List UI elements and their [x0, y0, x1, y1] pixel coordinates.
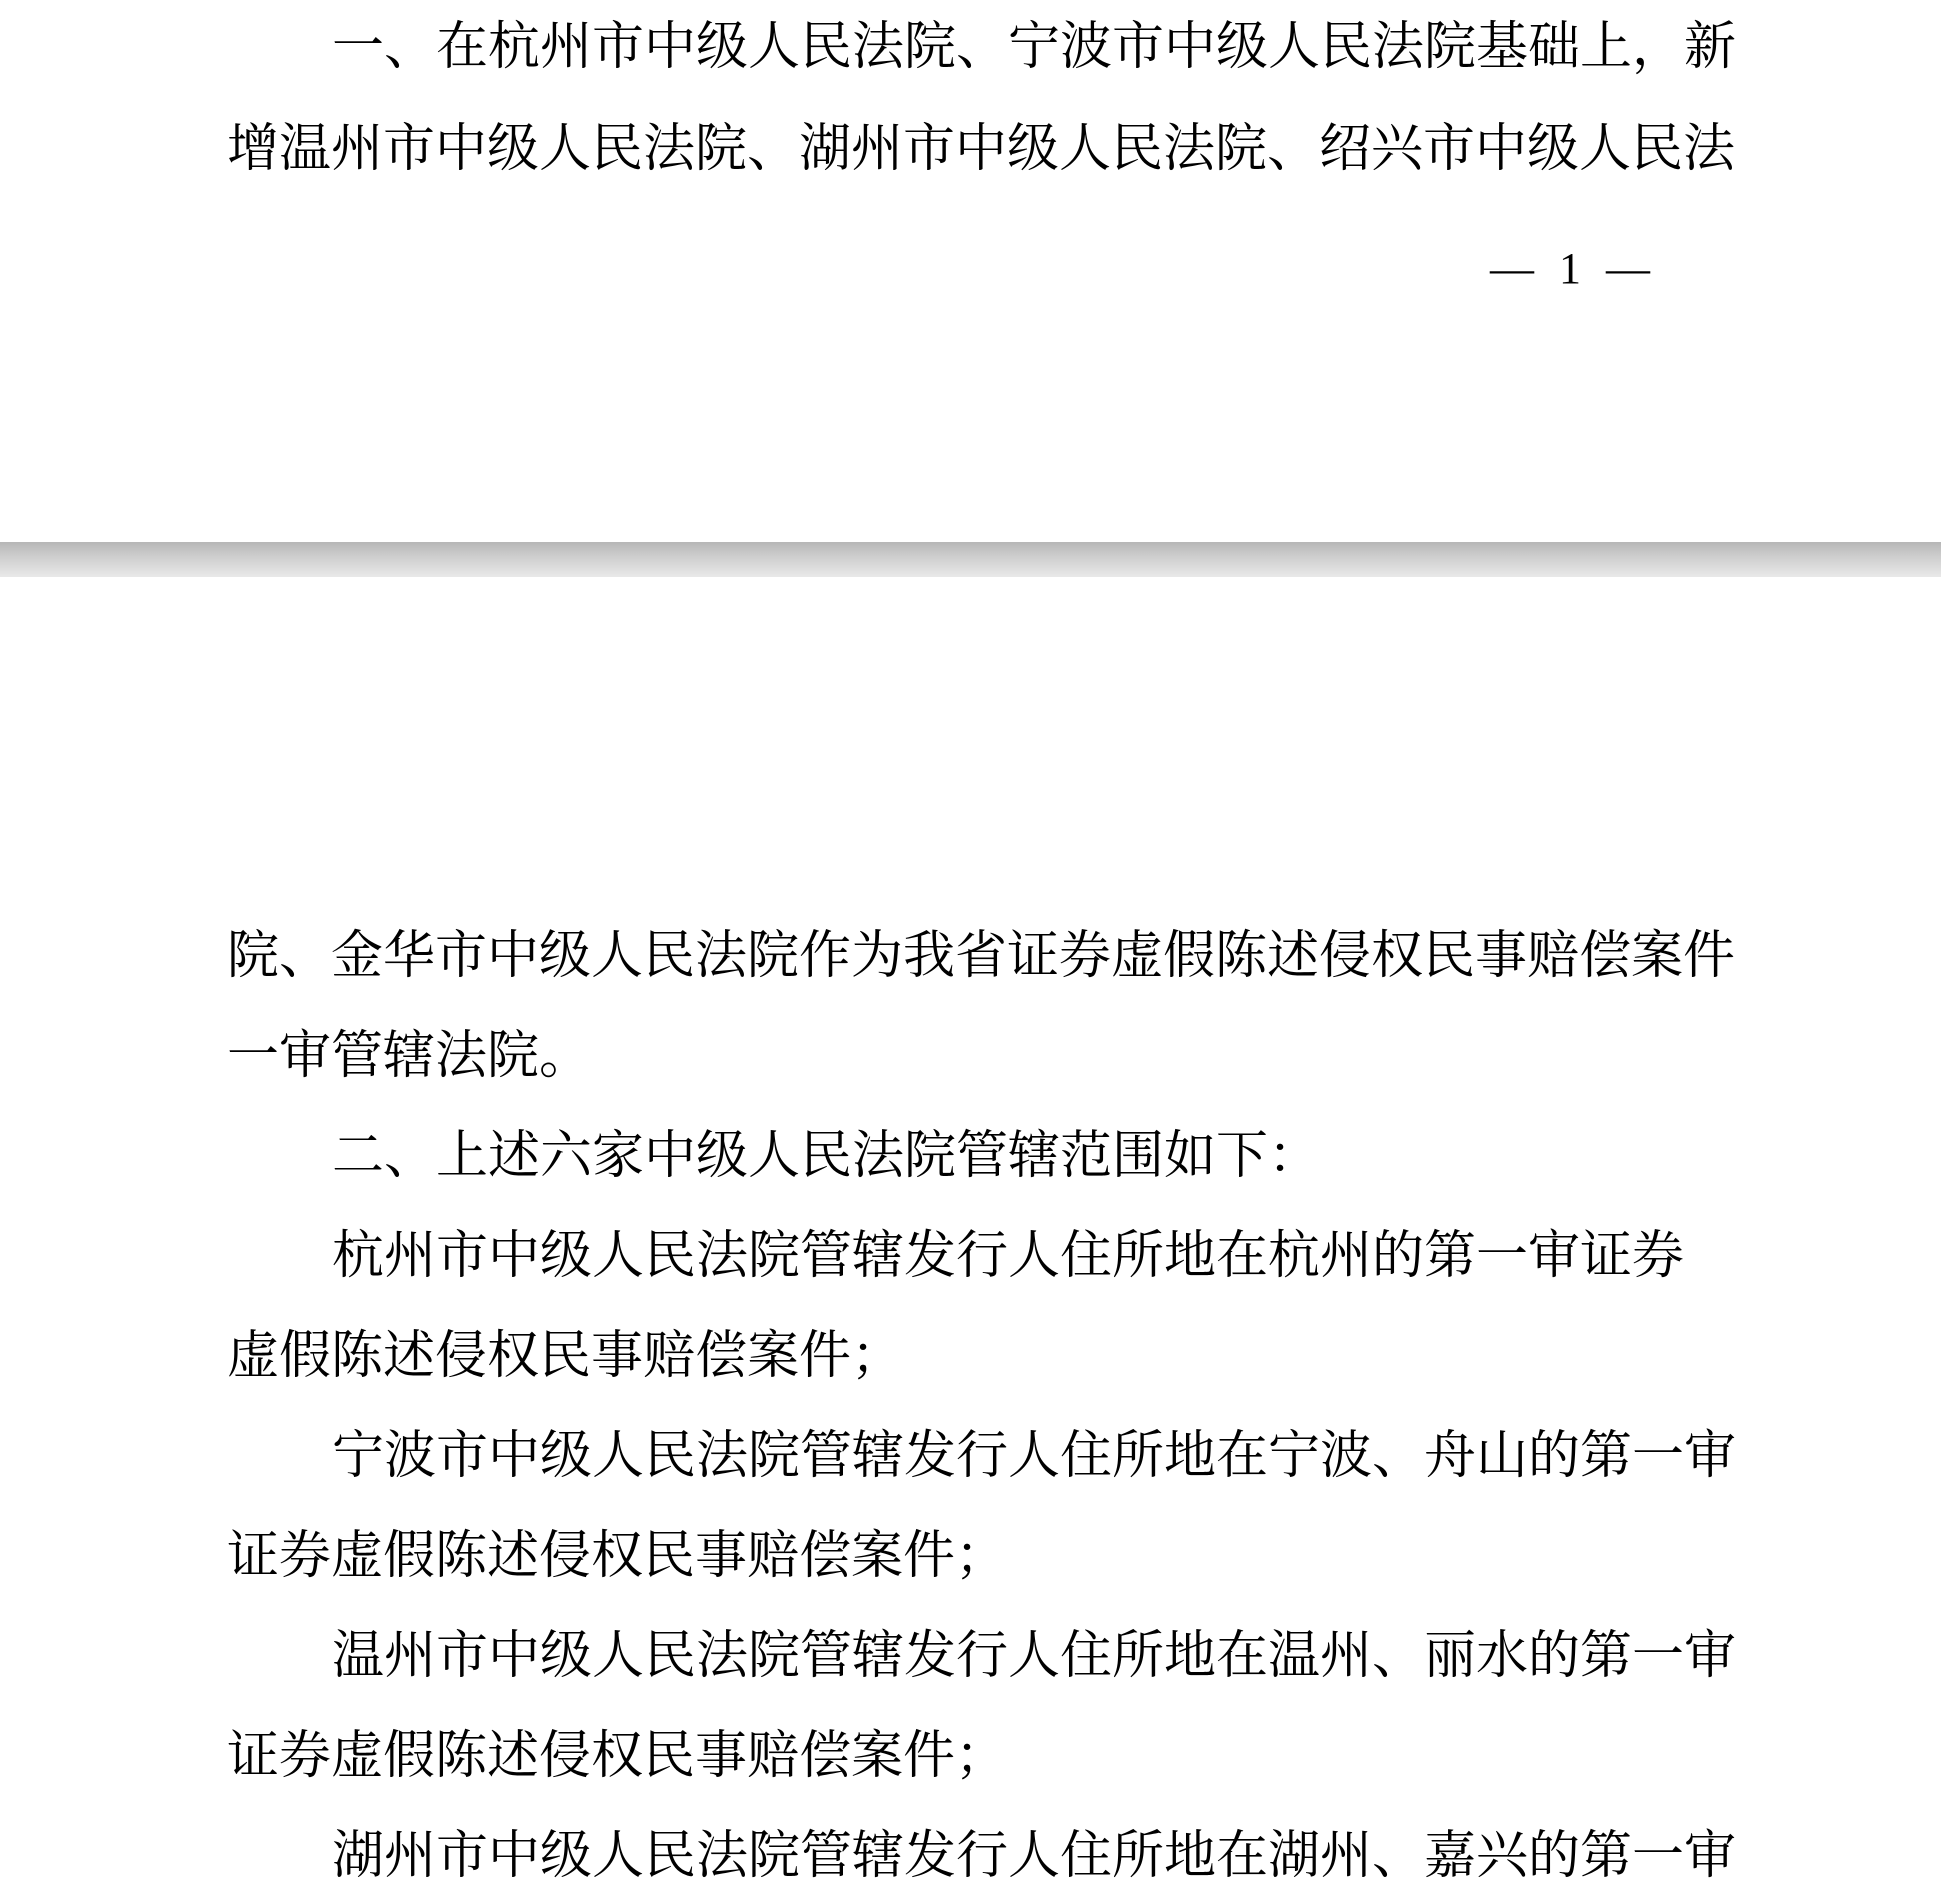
text-line: 院、金华市中级人民法院作为我省证券虚假陈述侵权民事赔偿案件 [227, 928, 1736, 985]
text-line: 证券虚假陈述侵权民事赔偿案件； [227, 1528, 1008, 1585]
page-separator [0, 542, 1941, 577]
text-line: 一、在杭州市中级人民法院、宁波市中级人民法院基础上，新 [332, 19, 1737, 76]
text-line: 增温州市中级人民法院、湖州市中级人民法院、绍兴市中级人民法 [227, 121, 1736, 178]
text-line: 杭州市中级人民法院管辖发行人住所地在杭州的第一审证券 [332, 1228, 1685, 1285]
text-line: 湖州市中级人民法院管辖发行人住所地在湖州、嘉兴的第一审 [332, 1828, 1737, 1885]
text-line: 证券虚假陈述侵权民事赔偿案件； [227, 1728, 1008, 1785]
text-line: 温州市中级人民法院管辖发行人住所地在温州、丽水的第一审 [332, 1628, 1737, 1685]
page-2 [0, 577, 1941, 1891]
page-number: — 1 — [1490, 244, 1650, 293]
text-line: 虚假陈述侵权民事赔偿案件； [227, 1328, 904, 1385]
text-line: 宁波市中级人民法院管辖发行人住所地在宁波、舟山的第一审 [332, 1428, 1737, 1485]
page-1 [0, 0, 1941, 542]
text-line: 一审管辖法院。 [227, 1028, 592, 1085]
text-line: 二、上述六家中级人民法院管辖范围如下： [332, 1128, 1321, 1185]
